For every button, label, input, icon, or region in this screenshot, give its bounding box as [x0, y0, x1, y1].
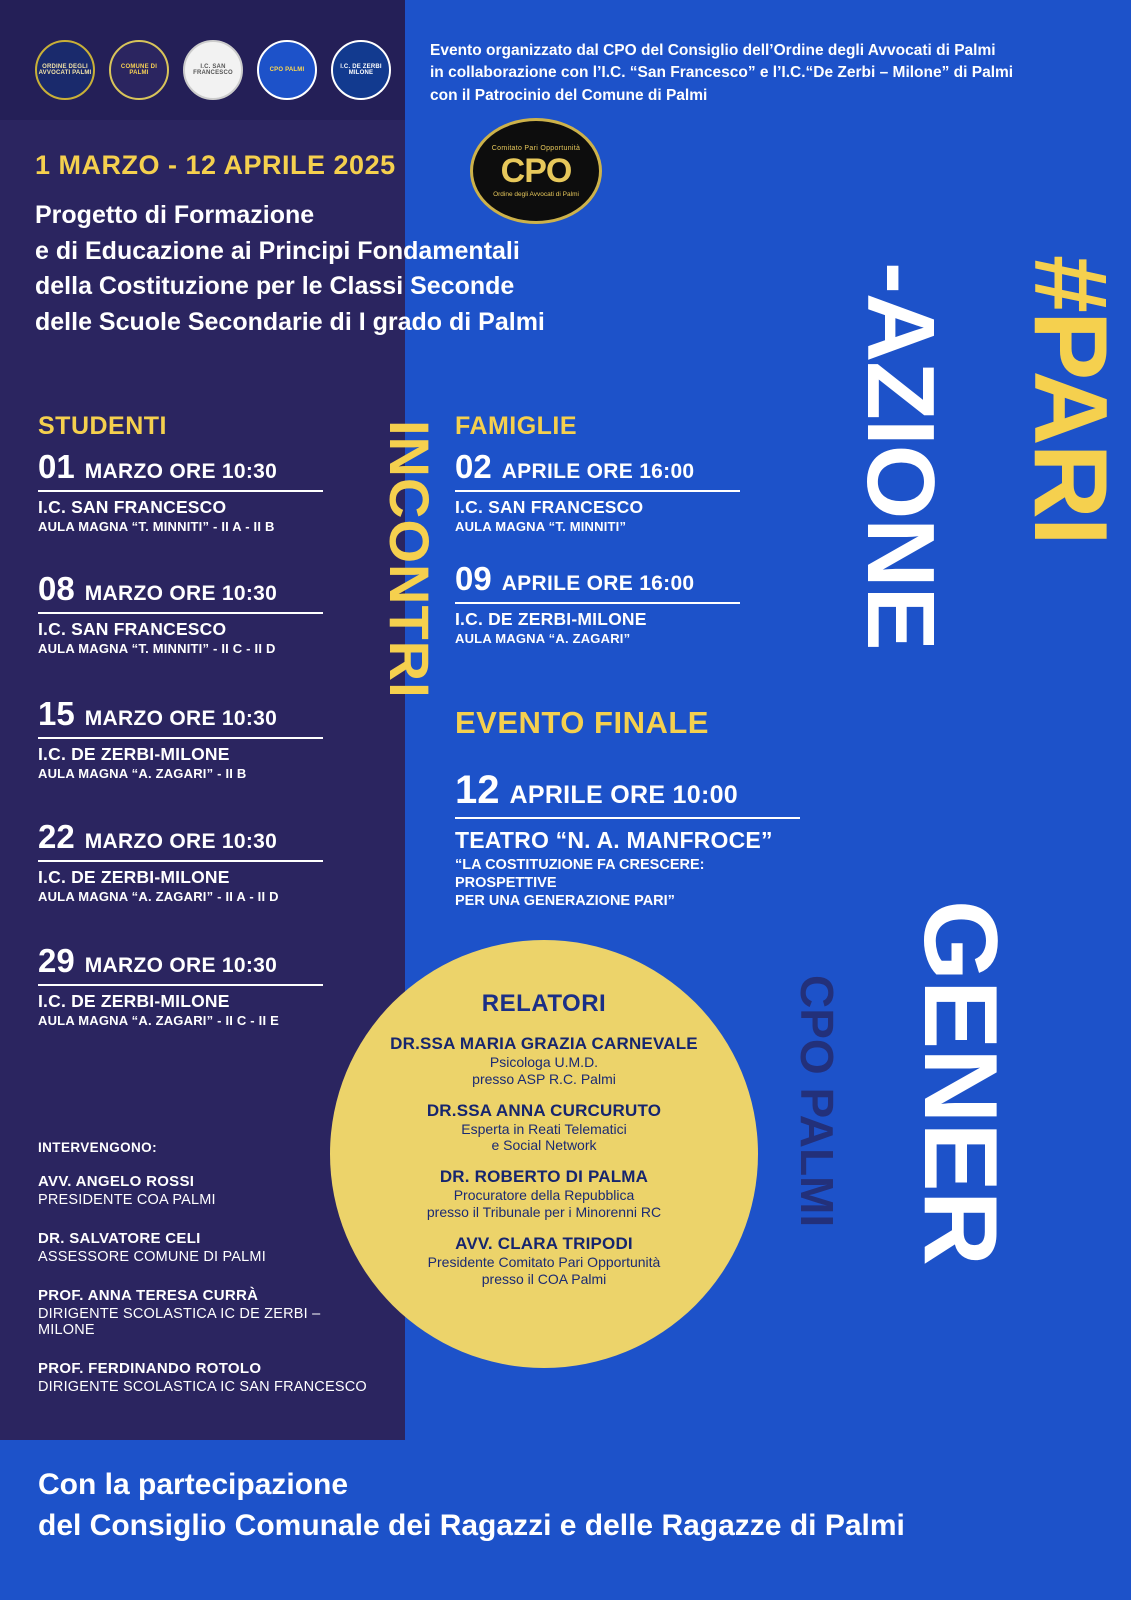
- studenti-event-date-row: [38, 570, 323, 614]
- relatore-name: AVV. CLARA TRIPODI: [455, 1233, 633, 1253]
- famiglie-event-day: 09: [455, 560, 492, 597]
- famiglie-event-date-row: [455, 560, 740, 604]
- studenti-event-day: 08: [38, 570, 75, 607]
- relatore-role-line: Procuratore della Repubblica: [453, 1187, 635, 1204]
- studenti-event: [38, 695, 323, 781]
- intervengono-person-role: DIRIGENTE SCOLASTICA IC DE ZERBI – MILONE: [38, 1306, 321, 1338]
- bottom-line-2: del Consiglio Comunale dei Ragazzi e delle Ragazze di Palmi: [38, 1508, 905, 1542]
- relatore-item: [330, 1234, 758, 1288]
- studenti-event: [38, 570, 323, 656]
- famiglie-event-place: I.C. SAN FRANCESCO: [455, 497, 644, 517]
- relatore-role-line: e Social Network: [491, 1137, 597, 1154]
- relatore-name: DR.SSA MARIA GRAZIA CARNEVALE: [390, 1034, 698, 1053]
- date-range: 1 MARZO - 12 APRILE 2025: [35, 150, 396, 180]
- studenti-event-day: 22: [38, 818, 75, 855]
- famiglie-event-room: AULA MAGNA “T. MINNITI”: [455, 519, 627, 534]
- studenti-event-room: AULA MAGNA “T. MINNITI” - II C - II D: [38, 641, 276, 656]
- intervengono-person-name: PROF. ANNA TERESA CURRÀ: [38, 1287, 259, 1304]
- studenti-event-date-row: [38, 818, 323, 862]
- evento-finale-heading: EVENTO FINALE: [455, 705, 709, 740]
- relatore-role-line: presso il Tribunale per i Minorenni RC: [426, 1203, 662, 1220]
- evento-finale-day: 12: [455, 768, 500, 812]
- organizer-line-2: in collaborazione con l’I.C. “San Francesco” e l’I.C.“De Zerbi – Milone” di Palmi: [430, 64, 1014, 82]
- evento-finale-place: TEATRO “N. A. MANFROCE”: [455, 827, 773, 853]
- logo-row: [35, 40, 391, 100]
- studenti-event-date-row: [38, 942, 323, 986]
- evento-finale-subtitle-line-2: PER UNA GENERAZIONE PARI”: [455, 893, 675, 910]
- studenti-event-when: MARZO ORE 10:30: [84, 954, 278, 977]
- evento-finale-entry: [455, 768, 800, 910]
- project-title-line-2: e di Educazione ai Principi Fondamentali: [35, 236, 520, 265]
- incontri-vertical-word: INCONTRI: [378, 420, 441, 699]
- relatore-item: [330, 1101, 758, 1155]
- project-title-line-1: Progetto di Formazione: [35, 201, 315, 229]
- relatore-name: DR.SSA ANNA CURCURUTO: [426, 1100, 662, 1120]
- relatore-name: DR. ROBERTO DI PALMA: [439, 1167, 649, 1187]
- ic-san-francesco-logo-text: I.C. SAN FRANCESCO: [193, 63, 233, 76]
- cpo-palmi-logo-text: CPO PALMI: [269, 66, 305, 73]
- studenti-event-place: I.C. SAN FRANCESCO: [38, 619, 227, 639]
- intervengono-person: [38, 1230, 378, 1265]
- famiglie-event: [455, 448, 740, 534]
- studenti-event-when: MARZO ORE 10:30: [84, 830, 278, 853]
- cpo-badge-top-text: Comitato Pari Opportunità: [491, 144, 581, 152]
- intervengono-person-name: DR. SALVATORE CELI: [38, 1230, 201, 1247]
- relatori-circle: [330, 940, 758, 1368]
- studenti-event-when: MARZO ORE 10:30: [84, 460, 278, 483]
- cpo-palmi-logo: [257, 40, 317, 100]
- cpo-badge-main-text: CPO: [500, 151, 572, 190]
- relatore-role-line: presso ASP R.C. Palmi: [472, 1070, 616, 1087]
- cpo-palmi-vertical-word: CPO PALMI: [791, 975, 843, 1228]
- famiglie-heading: FAMIGLIE: [455, 412, 578, 440]
- evento-finale-date-row: [455, 768, 800, 819]
- intervengono-person-role: ASSESSORE COMUNE DI PALMI: [38, 1249, 266, 1265]
- studenti-event: [38, 818, 323, 904]
- relatore-role-line: Presidente Comitato Pari Opportunità: [427, 1253, 661, 1270]
- organizer-text: [430, 40, 1070, 107]
- intervengono-person-name: PROF. FERDINANDO ROTOLO: [38, 1360, 262, 1377]
- studenti-event-room: AULA MAGNA “A. ZAGARI” - II B: [38, 766, 247, 781]
- intervengono-person: [38, 1173, 378, 1208]
- studenti-event-place: I.C. DE ZERBI-MILONE: [38, 744, 230, 764]
- famiglie-event-room: AULA MAGNA “A. ZAGARI”: [455, 631, 631, 646]
- comune-palmi-logo: [109, 40, 169, 100]
- studenti-event-when: MARZO ORE 10:30: [84, 707, 278, 730]
- evento-finale-subtitle-line-1: “LA COSTITUZIONE FA CRESCERE: PROSPETTIVE: [455, 857, 705, 892]
- pari-vertical-word: #PARI: [1012, 255, 1128, 544]
- organizer-line-1: Evento organizzato dal CPO del Consiglio dell’Ordine degli Avvocati di Palmi: [430, 42, 996, 59]
- intervengono-label: INTERVENGONO:: [38, 1140, 157, 1155]
- bottom-line-1: Con la partecipazione: [38, 1468, 349, 1501]
- studenti-event-place: I.C. DE ZERBI-MILONE: [38, 991, 230, 1011]
- studenti-event-room: AULA MAGNA “A. ZAGARI” - II C - II E: [38, 1013, 279, 1028]
- studenti-event-place: I.C. DE ZERBI-MILONE: [38, 867, 230, 887]
- project-title-line-3: della Costituzione per le Classi Seconde: [35, 272, 515, 300]
- evento-finale-subtitle: [455, 856, 800, 910]
- comune-palmi-logo-text: COMUNE DI PALMI: [120, 63, 158, 76]
- studenti-heading: STUDENTI: [38, 412, 167, 440]
- famiglie-event-when: APRILE ORE 16:00: [501, 460, 695, 483]
- intervengono-person: [38, 1287, 378, 1338]
- famiglie-event-date-row: [455, 448, 740, 492]
- ordine-avvocati-palmi-logo-text: ORDINE DEGLI AVVOCATI PALMI: [38, 63, 92, 76]
- cpo-badge-bottom-text: Ordine degli Avvocati di Palmi: [493, 190, 579, 198]
- studenti-event-day: 29: [38, 942, 75, 979]
- intervengono-section: [38, 1140, 378, 1417]
- studenti-event: [38, 448, 323, 534]
- ic-san-francesco-logo: [183, 40, 243, 100]
- ic-de-zerbi-milone-logo: [331, 40, 391, 100]
- studenti-event-day: 15: [38, 695, 75, 732]
- studenti-event-room: AULA MAGNA “T. MINNITI” - II A - II B: [38, 519, 275, 534]
- relatore-role-line: Esperta in Reati Telematici: [461, 1120, 627, 1137]
- intervengono-person-role: DIRIGENTE SCOLASTICA IC SAN FRANCESCO: [38, 1379, 367, 1395]
- studenti-event-date-row: [38, 695, 323, 739]
- studenti-event-place: I.C. SAN FRANCESCO: [38, 497, 227, 517]
- studenti-event-room: AULA MAGNA “A. ZAGARI” - II A - II D: [38, 889, 279, 904]
- relatore-item: [330, 1167, 758, 1221]
- project-title: [35, 198, 695, 340]
- famiglie-event-place: I.C. DE ZERBI-MILONE: [455, 609, 647, 629]
- ordine-avvocati-palmi-logo: [35, 40, 95, 100]
- organizer-line-3: con il Patrocinio del Comune di Palmi: [430, 86, 708, 104]
- project-title-line-4: delle Scuole Secondarie di I grado di Palmi: [35, 307, 545, 336]
- azione-vertical-word: -AZIONE: [847, 262, 954, 650]
- studenti-event-date-row: [38, 448, 323, 492]
- gener-vertical-word: GENER: [902, 900, 1018, 1265]
- famiglie-event-day: 02: [455, 448, 492, 485]
- intervengono-person-role: PRESIDENTE COA PALMI: [38, 1192, 216, 1208]
- relatore-role-line: Psicologa U.M.D.: [489, 1054, 599, 1070]
- evento-finale-when: APRILE ORE 10:00: [509, 781, 738, 809]
- relatore-item: [330, 1034, 758, 1088]
- intervengono-person: [38, 1360, 378, 1395]
- studenti-event-day: 01: [38, 448, 75, 485]
- famiglie-event-when: APRILE ORE 16:00: [501, 572, 695, 595]
- relatore-role-line: presso il COA Palmi: [481, 1270, 607, 1287]
- studenti-event: [38, 942, 323, 1028]
- relatori-heading: RELATORI: [481, 990, 607, 1017]
- studenti-event-when: MARZO ORE 10:30: [84, 582, 278, 605]
- famiglie-event: [455, 560, 740, 646]
- intervengono-person-name: AVV. ANGELO ROSSI: [38, 1173, 195, 1190]
- ic-de-zerbi-milone-logo-text: I.C. DE ZERBI MILONE: [340, 63, 382, 76]
- bottom-participation-text: [38, 1465, 1088, 1546]
